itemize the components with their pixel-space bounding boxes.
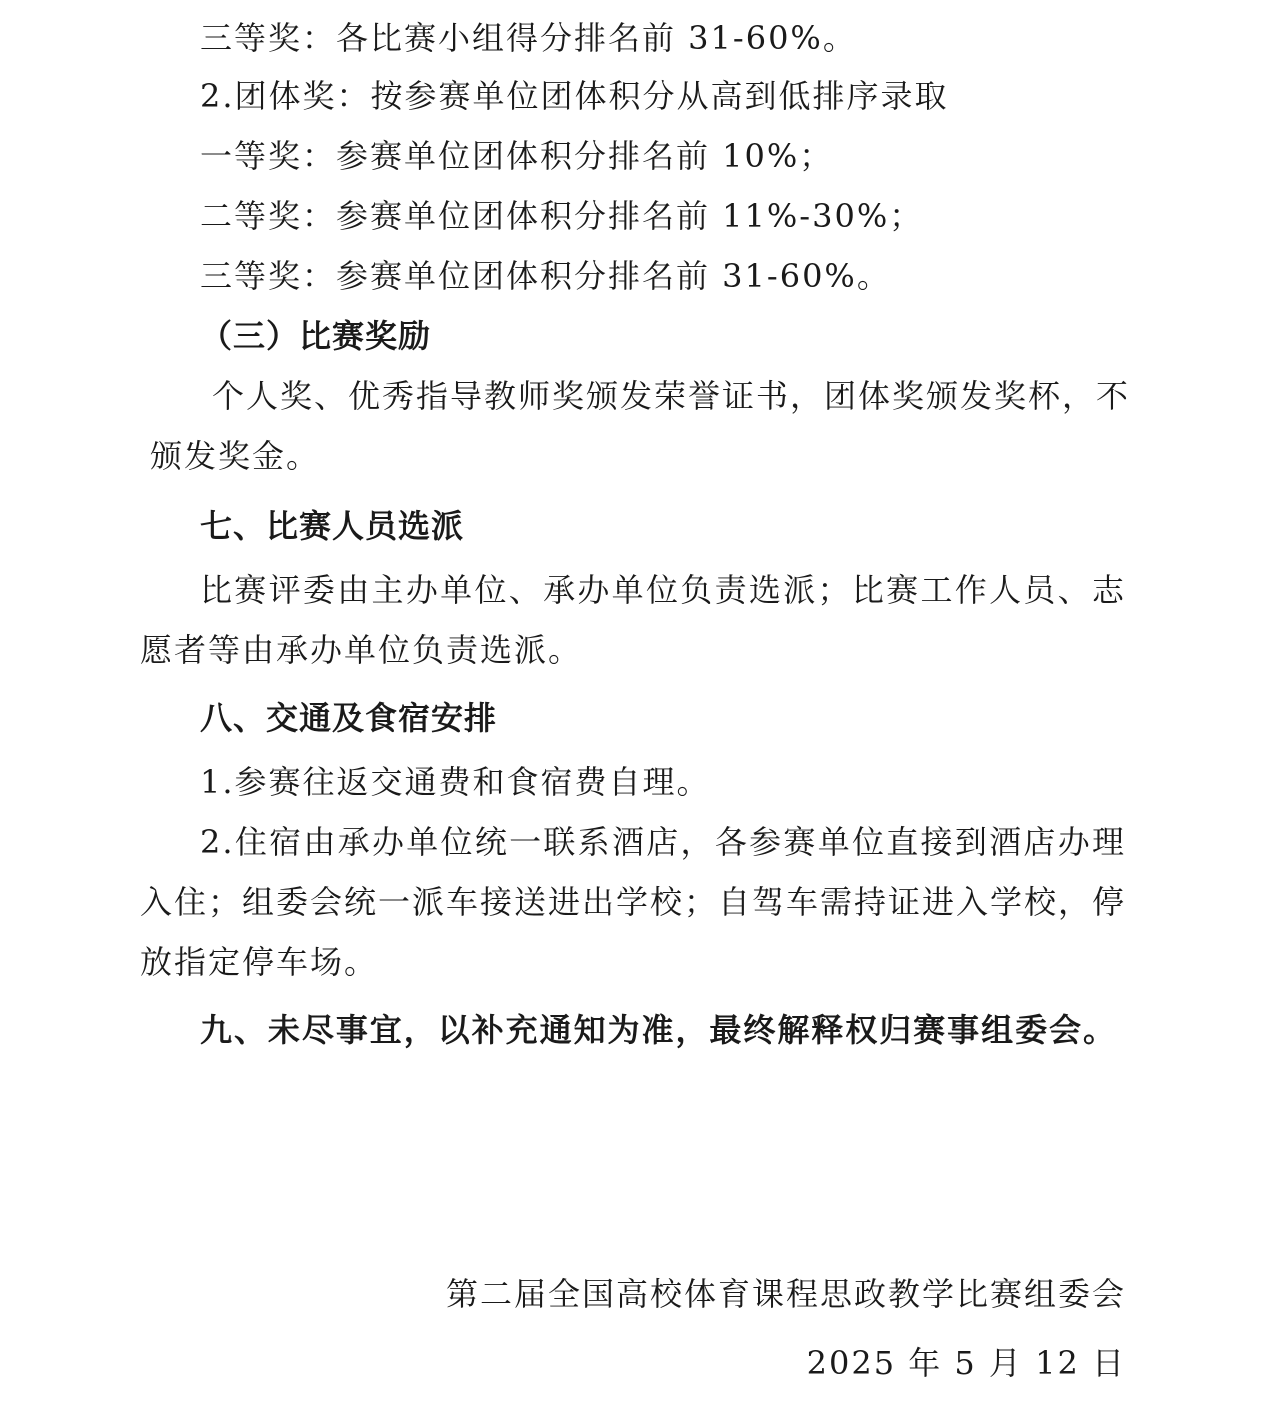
individual-third-prize: 三等奖：各比赛小组得分排名前 31-60%。 (200, 19, 857, 57)
team-award-heading: 2.团体奖：按参赛单位团体积分从高到低排序录取 (200, 77, 949, 115)
rewards-text-line1: 个人奖、优秀指导教师奖颁发荣誉证书，团体奖颁发奖杯，不 (212, 377, 1131, 415)
section7-text-line1: 比赛评委由主办单位、承办单位负责选派；比赛工作人员、志 (200, 571, 1126, 609)
rewards-heading: （三）比赛奖励 (200, 317, 432, 355)
section8-item2-line2: 入住；组委会统一派车接送进出学校；自驾车需持证进入学校，停 (140, 883, 1127, 921)
section8-item2-line1: 2.住宿由承办单位统一联系酒店，各参赛单位直接到酒店办理 (200, 823, 1126, 861)
team-second-prize: 二等奖：参赛单位团体积分排名前 11%-30%； (200, 197, 924, 235)
section8-item1: 1.参赛往返交通费和食宿费自理。 (200, 763, 711, 801)
section8-heading: 八、交通及食宿安排 (200, 699, 498, 737)
rewards-text-line2: 颁发奖金。 (150, 437, 321, 475)
section8-item2-line3: 放指定停车场。 (140, 943, 379, 981)
team-first-prize: 一等奖：参赛单位团体积分排名前 10%； (200, 137, 834, 175)
signature-date: 2025 年 5 月 12 日 (806, 1344, 1126, 1382)
section9-heading: 九、未尽事宜，以补充通知为准，最终解释权归赛事组委会。 (200, 1011, 1116, 1049)
section7-heading: 七、比赛人员选派 (200, 507, 465, 545)
team-third-prize: 三等奖：参赛单位团体积分排名前 31-60%。 (200, 257, 891, 295)
section7-text-line2: 愿者等由承办单位负责选派。 (140, 631, 583, 669)
signature-organizer: 第二届全国高校体育课程思政教学比赛组委会 (445, 1275, 1126, 1313)
